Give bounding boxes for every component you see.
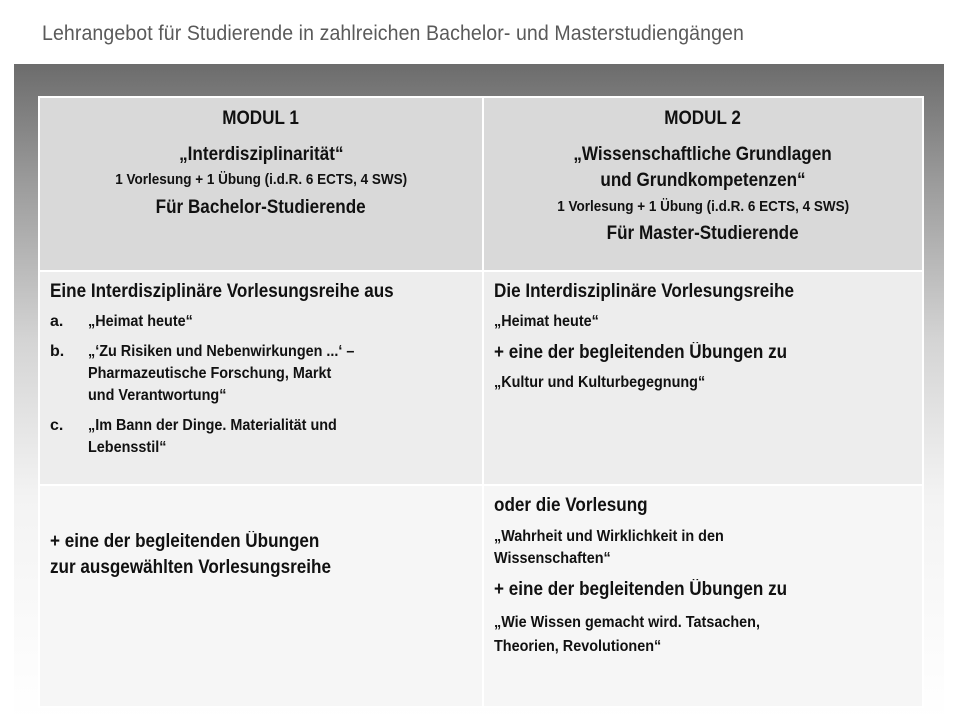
module2-lecture: „Heimat heute“ bbox=[494, 313, 599, 330]
list-item-text: „Heimat heute“ bbox=[88, 313, 193, 330]
module2-exercise-intro: + eine der begleitenden Übungen zu bbox=[494, 342, 788, 363]
list-item bbox=[50, 311, 472, 333]
list-item-text: Pharmazeutische Forschung, Markt bbox=[88, 365, 332, 382]
module2-audience: Für Master-Studierende bbox=[607, 223, 799, 244]
list-item-text: Lebensstil“ bbox=[88, 439, 167, 456]
list-item-text: und Verantwortung“ bbox=[88, 387, 227, 404]
module2-alt-intro: oder die Vorlesung bbox=[494, 495, 648, 516]
module1-title: „Interdisziplinarität“ bbox=[178, 144, 344, 165]
module1-intro: Eine Interdisziplinäre Vorlesungsreihe aus bbox=[50, 281, 394, 302]
module2-lecture-cell bbox=[483, 271, 923, 485]
list-marker: c. bbox=[50, 417, 64, 434]
module2-exercise: „Kultur und Kulturbegegnung“ bbox=[494, 374, 706, 391]
module1-exercise-line1: + eine der begleitenden Übungen bbox=[50, 531, 320, 552]
module2-alternative-cell bbox=[483, 485, 923, 707]
module2-name: MODUL 2 bbox=[664, 108, 742, 129]
list-marker: b. bbox=[50, 343, 65, 360]
module-table bbox=[38, 96, 924, 708]
module1-name: MODUL 1 bbox=[222, 108, 300, 129]
module1-exercise-line2: zur ausgewählten Vorlesungsreihe bbox=[50, 557, 331, 578]
module1-exercise-cell bbox=[39, 485, 483, 707]
module2-alt-exercise-line2: Theorien, Revolutionen“ bbox=[494, 638, 662, 655]
list-item-text: „Im Bann der Dinge. Materialität und bbox=[88, 417, 337, 434]
module2-title-line1: „Wissenschaftliche Grundlagen bbox=[573, 144, 833, 165]
list-item-text: „‘Zu Risiken und Nebenwirkungen ...‘ – bbox=[88, 343, 355, 360]
list-item bbox=[50, 415, 472, 459]
module2-alt-exercise-line1: „Wie Wissen gemacht wird. Tatsachen, bbox=[494, 614, 760, 631]
module2-title-line2: und Grundkompetenzen“ bbox=[600, 170, 806, 191]
module1-details: 1 Vorlesung + 1 Übung (i.d.R. 6 ECTS, 4 SWS) bbox=[115, 171, 407, 188]
module1-header bbox=[39, 97, 483, 271]
module2-header bbox=[483, 97, 923, 271]
module1-audience: Für Bachelor-Studierende bbox=[155, 197, 366, 218]
module2-alt-lecture-line1: „Wahrheit und Wirklichkeit in den bbox=[494, 528, 724, 545]
module2-alt-exercise-intro: + eine der begleitenden Übungen zu bbox=[494, 579, 788, 600]
module1-lecture-cell bbox=[39, 271, 483, 485]
list-item bbox=[50, 341, 472, 407]
module2-details: 1 Vorlesung + 1 Übung (i.d.R. 6 ECTS, 4 SWS) bbox=[557, 198, 849, 215]
slide-title: Lehrangebot für Studierende in zahlreichen Bachelor- und Masterstudiengängen bbox=[42, 22, 744, 45]
module2-intro: Die Interdisziplinäre Vorlesungsreihe bbox=[494, 281, 794, 302]
list-marker: a. bbox=[50, 313, 64, 330]
module2-alt-lecture-line2: Wissenschaften“ bbox=[494, 550, 611, 567]
